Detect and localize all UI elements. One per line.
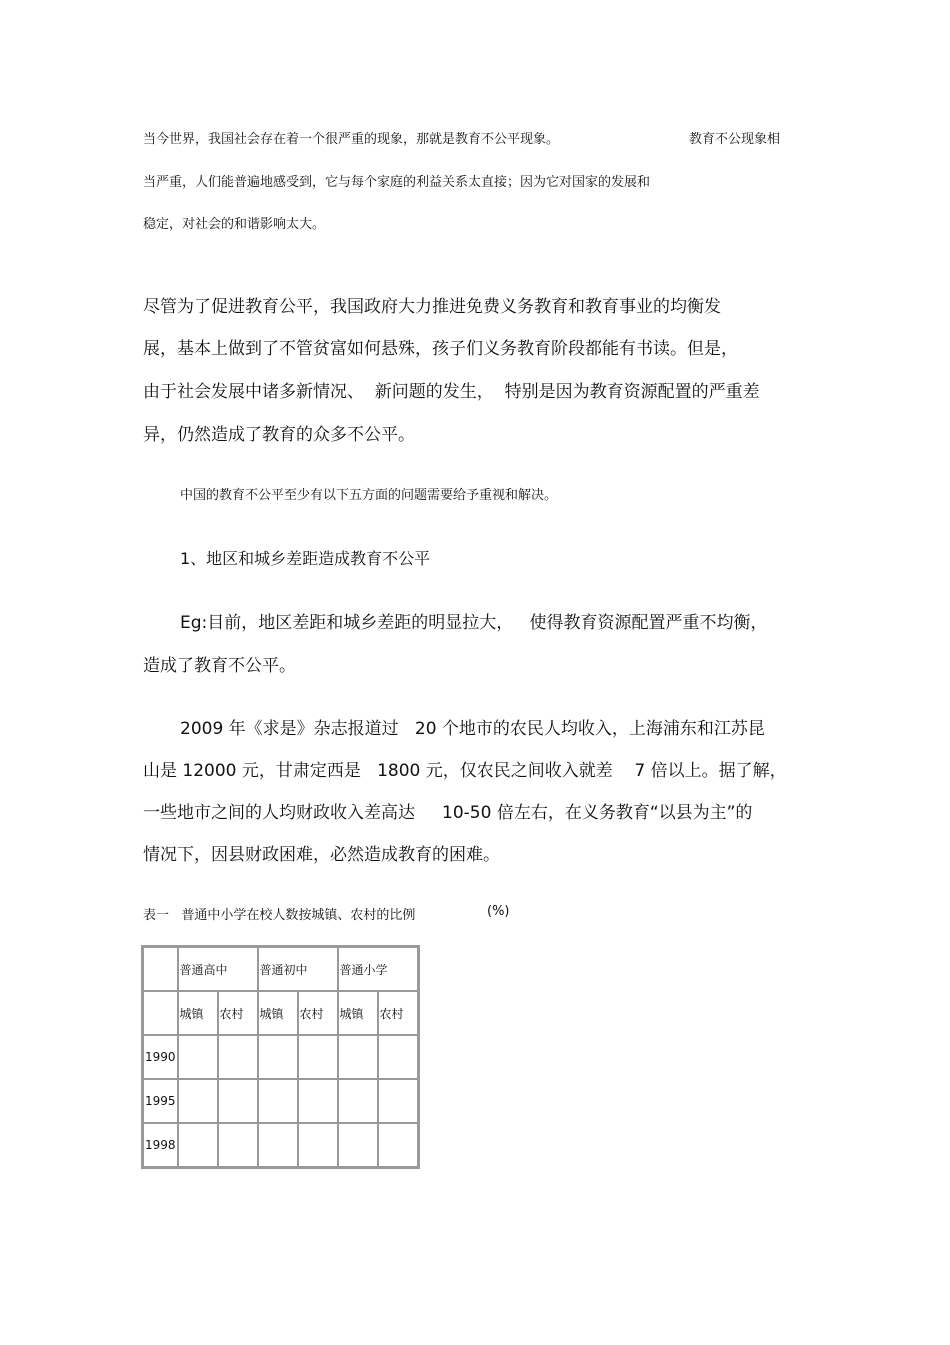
intro-line-1b: 教育不公现象相 (689, 132, 781, 147)
table-caption: 表一 普通中小学在校人数按城镇、农村的比例 (143, 908, 416, 923)
para4-line-3: 一些地市之间的人均财政收入差高达 10-50 倍左右，在义务教育“以县为主”的 (143, 803, 753, 823)
table-cell (338, 1079, 378, 1123)
table-cell (218, 1035, 258, 1079)
table-cell (178, 1035, 218, 1079)
table-cell (298, 1123, 338, 1167)
table-cell (298, 1035, 338, 1079)
para2-line-1: 尽管为了促进教育公平，我国政府大力推进免费义务教育和教育事业的均衡发 (143, 297, 721, 317)
group-header-high: 普通高中 (178, 947, 258, 991)
subheader-cell: 农村 (298, 991, 338, 1035)
table-cell (378, 1035, 418, 1079)
para4-line-1: 2009 年《求是》杂志报道过 20 个地市的农民人均收入，上海浦东和江苏昆 (180, 719, 765, 739)
table-cell (378, 1123, 418, 1167)
eg-line-2: 造成了教育不公平。 (143, 656, 296, 676)
table-cell (178, 1123, 218, 1167)
group-header-primary: 普通小学 (338, 947, 418, 991)
subheader-cell: 农村 (378, 991, 418, 1035)
intro-line-2: 当严重，人们能普遍地感受到，它与每个家庭的利益关系太直接；因为它对国家的发展和 (143, 175, 651, 190)
section-heading-1: 1、地区和城乡差距造成教育不公平 (180, 549, 431, 568)
subheader-cell: 城镇 (258, 991, 298, 1035)
table-cell (218, 1079, 258, 1123)
table-cell (218, 1123, 258, 1167)
table-cell (378, 1079, 418, 1123)
table-empty-cell (143, 991, 178, 1035)
table-row-subheaders (143, 991, 418, 1035)
table-cell (178, 1079, 218, 1123)
table-cell (258, 1035, 298, 1079)
table-corner-cell (143, 947, 178, 991)
para2-line-2: 展，基本上做到了不管贫富如何悬殊，孩子们义务教育阶段都能有书读。但是， (143, 339, 738, 359)
table-row (143, 1035, 418, 1079)
intro-line-3: 稳定，对社会的和谐影响太大。 (143, 217, 326, 232)
intro-line-1a: 当今世界，我国社会存在着一个很严重的现象，那就是教育不公平现象。 (143, 132, 560, 147)
para4-line-2: 山是 12000 元，甘肃定西是 1800 元，仅农民之间收入就差 7 倍以上。据了解， (143, 761, 787, 781)
year-cell: 1998 (143, 1123, 178, 1167)
table-cell (258, 1079, 298, 1123)
table-cell (298, 1079, 338, 1123)
subheader-cell: 城镇 (178, 991, 218, 1035)
para3-line: 中国的教育不公平至少有以下五方面的问题需要给予重视和解决。 (180, 488, 558, 503)
table-row (143, 1079, 418, 1123)
table-row-groups (143, 947, 418, 991)
table-row (143, 1123, 418, 1167)
table-unit: (%) (487, 904, 510, 919)
eg-line-1: Eg:目前，地区差距和城乡差距的明显拉大， 使得教育资源配置严重不均衡， (180, 613, 768, 633)
para2-line-3: 由于社会发展中诸多新情况、 新问题的发生， 特别是因为教育资源配置的严重差 (143, 382, 760, 402)
subheader-cell: 农村 (218, 991, 258, 1035)
enrollment-table (141, 945, 420, 1169)
group-header-middle: 普通初中 (258, 947, 338, 991)
para2-line-4: 异，仍然造成了教育的众多不公平。 (143, 425, 415, 445)
year-cell: 1990 (143, 1035, 178, 1079)
subheader-cell: 城镇 (338, 991, 378, 1035)
table-cell (338, 1123, 378, 1167)
table-cell (258, 1123, 298, 1167)
para4-line-4: 情况下，因县财政困难，必然造成教育的困难。 (143, 845, 500, 865)
table-cell (338, 1035, 378, 1079)
year-cell: 1995 (143, 1079, 178, 1123)
